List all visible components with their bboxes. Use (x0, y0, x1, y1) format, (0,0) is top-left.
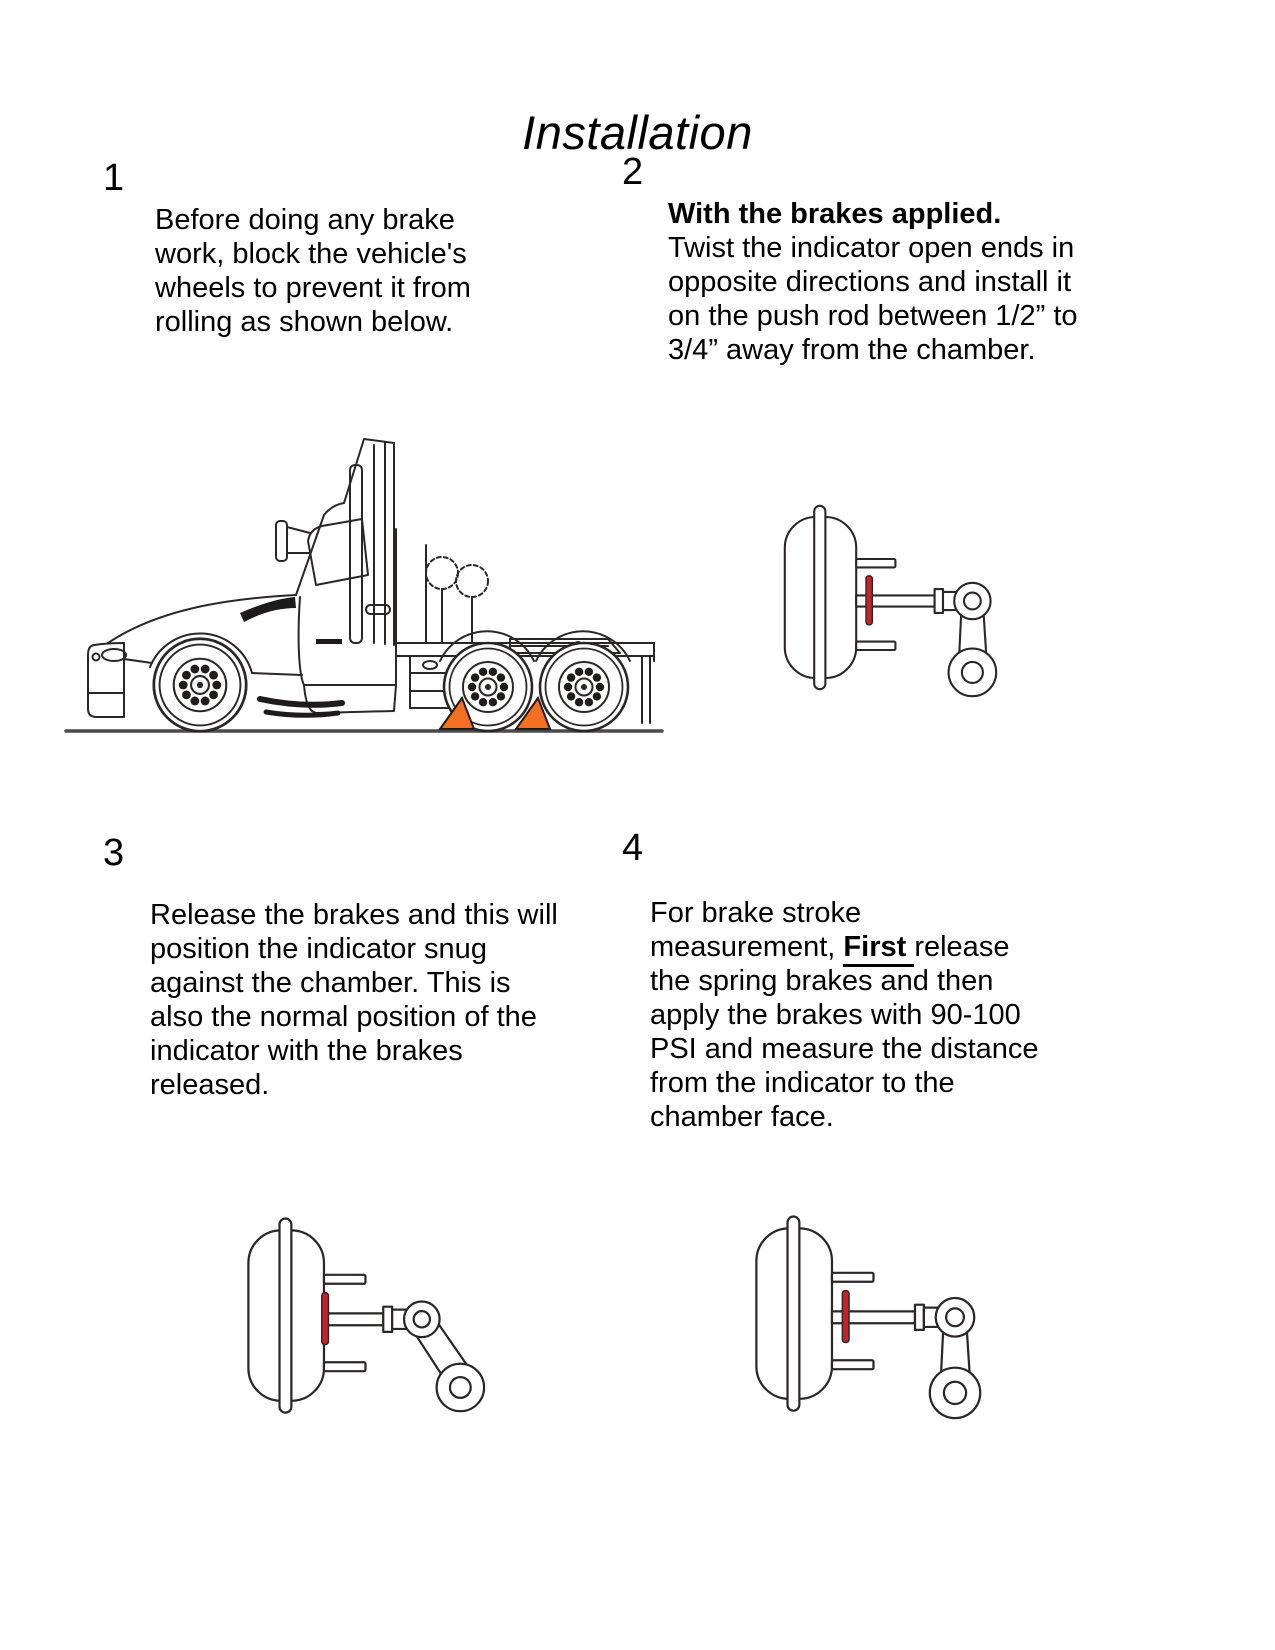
clevis-collar (915, 1305, 924, 1330)
step-4-emphasis-first: First (843, 931, 914, 967)
hood-air-intake-accent (240, 597, 296, 622)
door-window (308, 519, 368, 585)
step-1-number: 1 (103, 157, 125, 199)
step-3-text (150, 898, 565, 1102)
step-4-body-after: release the spring brakes and then apply the brakes with 90-100 PSI and measure the distance from the indicator to the chamber face. (650, 931, 1039, 1133)
step-4-text (650, 896, 1040, 1134)
truck-front-bumper (88, 643, 126, 717)
brake-chamber-indicator-away-drawing (746, 1206, 998, 1436)
coiled-air-hose-1 (426, 557, 458, 589)
cab-skirt (304, 685, 396, 713)
mounting-stud-top (856, 559, 895, 567)
clamp-band (788, 1216, 800, 1410)
mounting-stud-bottom (856, 642, 895, 650)
step-3-number: 3 (103, 832, 125, 874)
step-3-body: Release the brakes and this will position the indicator snug against the chamber. This is also the normal position of the indicator with the brakes released. (150, 899, 558, 1101)
clevis-eye-inner (414, 1311, 430, 1327)
clevis-eye-inner (946, 1308, 964, 1326)
stroke-indicator (866, 576, 872, 625)
page-title: Installation (522, 106, 753, 160)
step-2-lead: With the brakes applied. (668, 198, 1002, 230)
clevis-eye-inner (964, 593, 981, 610)
push-rod (324, 1313, 383, 1325)
mounting-stud-top (832, 1273, 874, 1282)
clamp-band (814, 506, 825, 689)
step-2-text (668, 197, 1080, 367)
brake-chamber-indicator-snug-drawing (238, 1208, 490, 1438)
headlight (102, 649, 126, 661)
step-2-body: Twist the indicator open ends in opposite directions and install it on the push rod between 1/2” to 3/4” away from the chamber. (668, 232, 1078, 366)
tandem-wheel-rear (540, 643, 628, 731)
side-mirror (276, 521, 287, 561)
door-badge (316, 639, 342, 644)
exhaust-stack (350, 465, 362, 643)
step-trim-upper (260, 699, 342, 705)
cam-end-inner (944, 1382, 966, 1404)
mounting-stud-bottom (832, 1360, 874, 1369)
step-3-illustration (238, 1208, 490, 1438)
truck-illustration (64, 393, 664, 738)
step-4-body-before: For brake stroke measurement, (650, 897, 862, 963)
step-1-text (155, 203, 523, 339)
step-2-number: 2 (622, 151, 644, 193)
step-2-illustration (775, 496, 1013, 713)
step-trim-lower (266, 712, 338, 715)
clevis-collar (935, 589, 943, 613)
truck-with-wheel-chocks-drawing (64, 393, 664, 738)
cam-end-inner (962, 662, 983, 683)
mounting-stud-top (324, 1275, 366, 1284)
cam-end-inner (450, 1377, 471, 1398)
clamp-band (280, 1218, 292, 1412)
stroke-indicator (842, 1291, 849, 1343)
brake-chamber-indicator-away-drawing (775, 496, 1013, 713)
door-front-edge (299, 597, 304, 685)
mounting-stud-bottom (324, 1362, 366, 1371)
clevis-collar (383, 1307, 392, 1332)
door-handle (366, 605, 390, 614)
front-wheel (154, 639, 246, 731)
stroke-indicator (322, 1293, 329, 1345)
step-4-illustration (746, 1206, 998, 1436)
step-4-number: 4 (622, 827, 644, 869)
step-1-body: Before doing any brake work, block the vehicle's wheels to prevent it from rolling as shown below. (155, 204, 471, 338)
coiled-air-hose-2 (456, 565, 488, 597)
